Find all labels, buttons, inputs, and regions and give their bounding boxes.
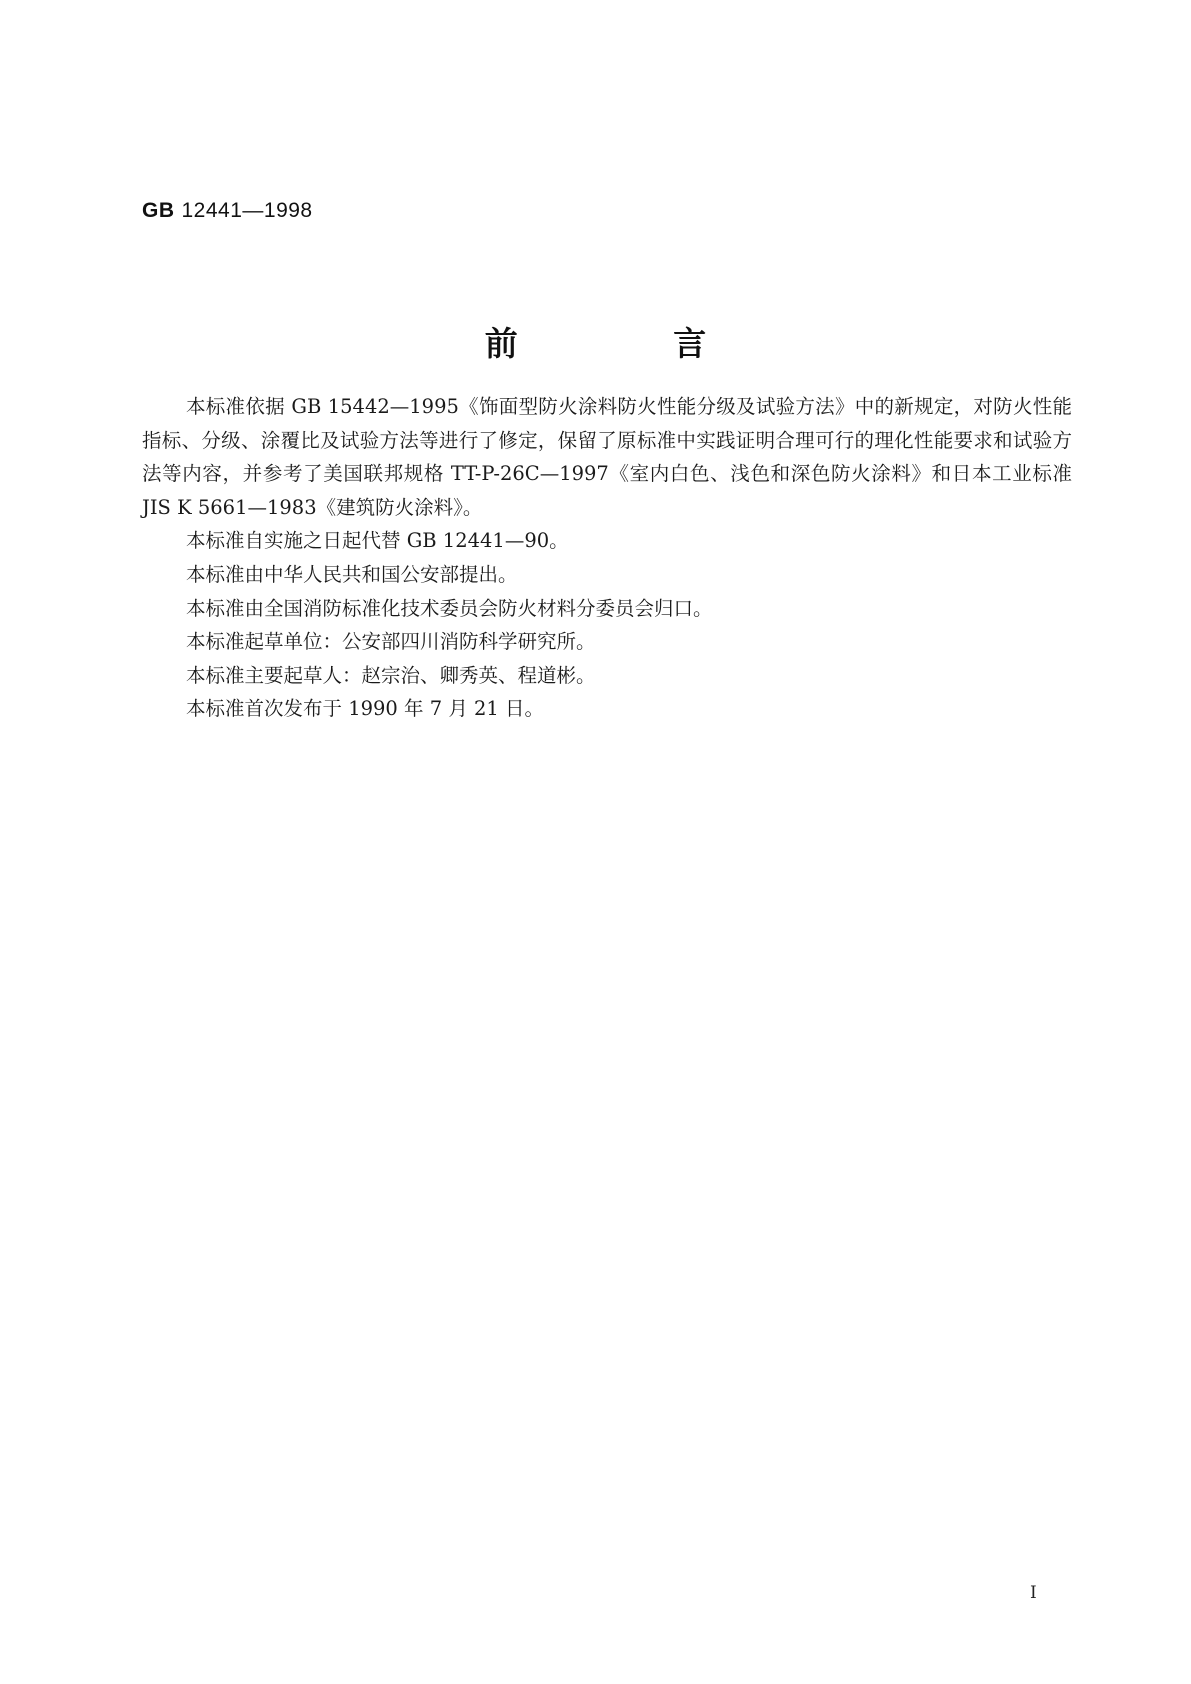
paragraph-drafting-unit: 本标准起草单位：公安部四川消防科学研究所。 — [186, 630, 596, 654]
paragraph-proposed-by: 本标准由中华人民共和国公安部提出。 — [186, 562, 518, 586]
paragraph-drafters: 本标准主要起草人：赵宗治、卿秀英、程道彬。 — [186, 663, 596, 687]
standard-code-prefix: GB — [142, 199, 175, 222]
paragraph-basis: 本标准依据 GB 15442—1995《饰面型防火涂料防火性能分级及试验方法》中的新规定，对防火性能指标、分级、涂覆比及试验方法等进行了修定，保留了原标准中实践证明合理可行的理化性能要求和试验方法等内容，并参考了美国联邦规格 TT-P-26C—1997《室内白色、浅色和深色防火涂料》和日本工业标准 JIS K 5661—1983《建筑防火涂料》。 — [142, 395, 1072, 519]
page-number: I — [1030, 1583, 1037, 1603]
standard-code-number: 12441—1998 — [181, 199, 313, 222]
paragraph-replaces: 本标准自实施之日起代替 GB 12441—90。 — [186, 529, 569, 553]
paragraph-first-issued: 本标准首次发布于 1990 年 7 月 21 日。 — [186, 697, 545, 721]
paragraph-centralized-by: 本标准由全国消防标准化技术委员会防火材料分委员会归口。 — [186, 596, 713, 620]
preface-body — [142, 390, 1072, 726]
preface-title: 前 言 — [484, 324, 779, 363]
standard-code-header — [142, 198, 313, 224]
